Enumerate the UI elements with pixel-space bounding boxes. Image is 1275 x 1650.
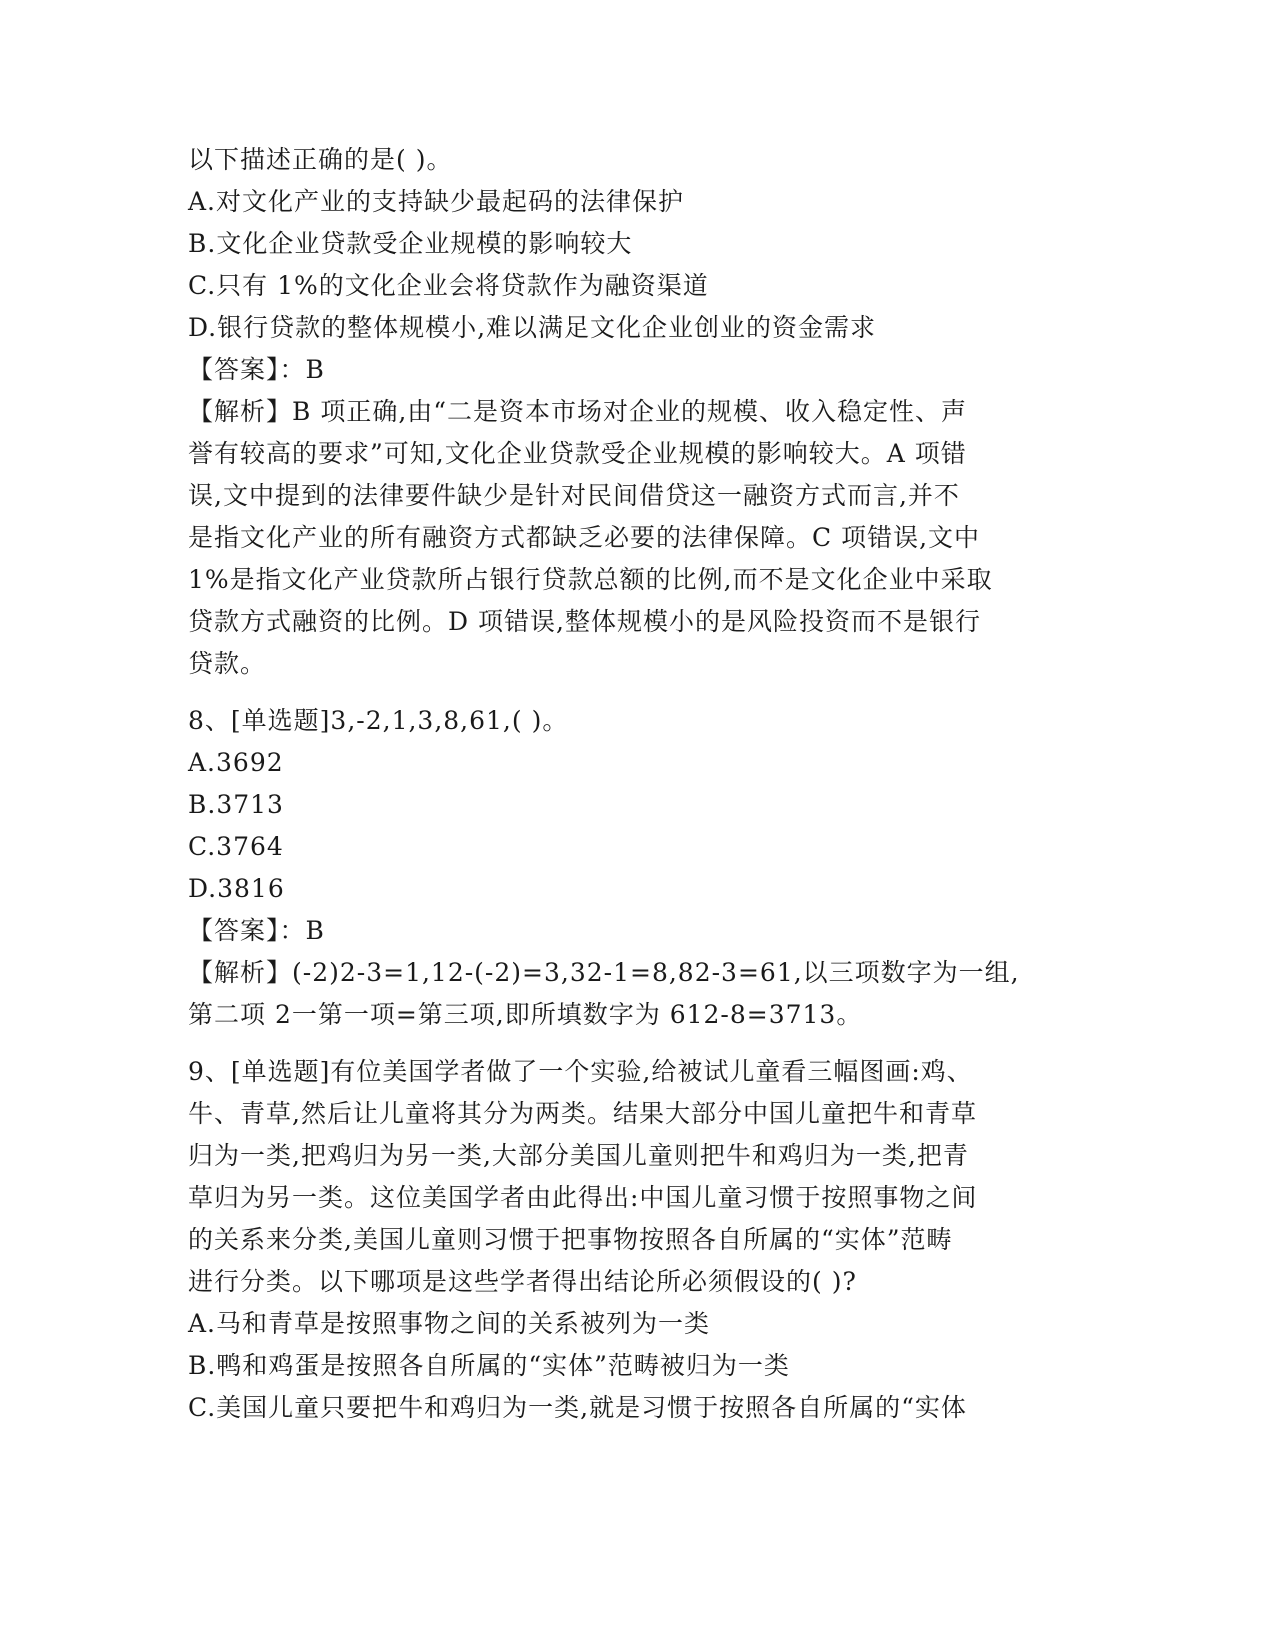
q7-analysis-line: 误,文中提到的法律要件缺少是针对民间借贷这一融资方式而言,并不	[188, 481, 960, 510]
q9-stem-line: 归为一类,把鸡归为另一类,大部分美国儿童则把牛和鸡归为一类,把青	[188, 1141, 969, 1170]
q9-stem-line: 牛、青草,然后让儿童将其分为两类。结果大部分中国儿童把牛和青草	[188, 1099, 977, 1128]
q9-stem-line: 草归为另一类。这位美国学者由此得出:中国儿童习惯于按照事物之间	[188, 1183, 978, 1212]
q7-analysis-line: 是指文化产业的所有融资方式都缺乏必要的法律保障。C 项错误,文中	[188, 523, 981, 552]
q7-option-d: D.银行贷款的整体规模小,难以满足文化企业创业的资金需求	[188, 313, 877, 342]
q7-answer: 【答案】：B	[188, 355, 325, 384]
q8-option-c: C.3764	[188, 832, 284, 861]
q7-analysis-line: 贷款。	[188, 649, 267, 678]
q7-analysis-line: 【解析】B 项正确,由“二是资本市场对企业的规模、收入稳定性、声	[188, 397, 968, 426]
q9-option-c: C.美国儿童只要把牛和鸡归为一类,就是习惯于按照各自所属的“实体	[188, 1393, 967, 1422]
q7-option-c: C.只有 1%的文化企业会将贷款作为融资渠道	[188, 271, 709, 300]
q8-answer: 【答案】：B	[188, 916, 325, 945]
q7-analysis-line: 誉有较高的要求”可知,文化企业贷款受企业规模的影响较大。A 项错	[188, 439, 967, 468]
q8-analysis-line: 【解析】(-2)2-3=1,12-(-2)=3,32-1=8,82-3=61,以三项数字为一组,	[188, 958, 1020, 987]
q7-option-a: A.对文化产业的支持缺少最起码的法律保护	[188, 187, 685, 216]
q9-option-b: B.鸭和鸡蛋是按照各自所属的“实体”范畴被归为一类	[188, 1351, 790, 1380]
q8-analysis-line: 第二项 2一第一项=第三项,即所填数字为 612-8=3713。	[188, 1000, 863, 1029]
q7-option-b: B.文化企业贷款受企业规模的影响较大	[188, 229, 633, 258]
q7-stem: 以下描述正确的是( )。	[188, 145, 453, 174]
q7-analysis-line: 1%是指文化产业贷款所占银行贷款总额的比例,而不是文化企业中采取	[188, 565, 993, 594]
q9-stem-line: 的关系来分类,美国儿童则习惯于把事物按照各自所属的“实体”范畴	[188, 1225, 953, 1254]
q9-option-a: A.马和青草是按照事物之间的关系被列为一类	[188, 1309, 711, 1338]
q8-option-d: D.3816	[188, 874, 285, 903]
q8-option-b: B.3713	[188, 790, 284, 819]
q7-analysis-line: 贷款方式融资的比例。D 项错误,整体规模小的是风险投资而不是银行	[188, 607, 981, 636]
q9-stem-line: 进行分类。以下哪项是这些学者得出结论所必须假设的( )?	[188, 1267, 857, 1296]
q8-option-a: A.3692	[188, 748, 284, 777]
q8-stem: 8、[单选题]3,-2,1,3,8,61,( )。	[188, 706, 569, 735]
q9-stem-line: 9、[单选题]有位美国学者做了一个实验,给被试儿童看三幅图画:鸡、	[188, 1057, 973, 1086]
